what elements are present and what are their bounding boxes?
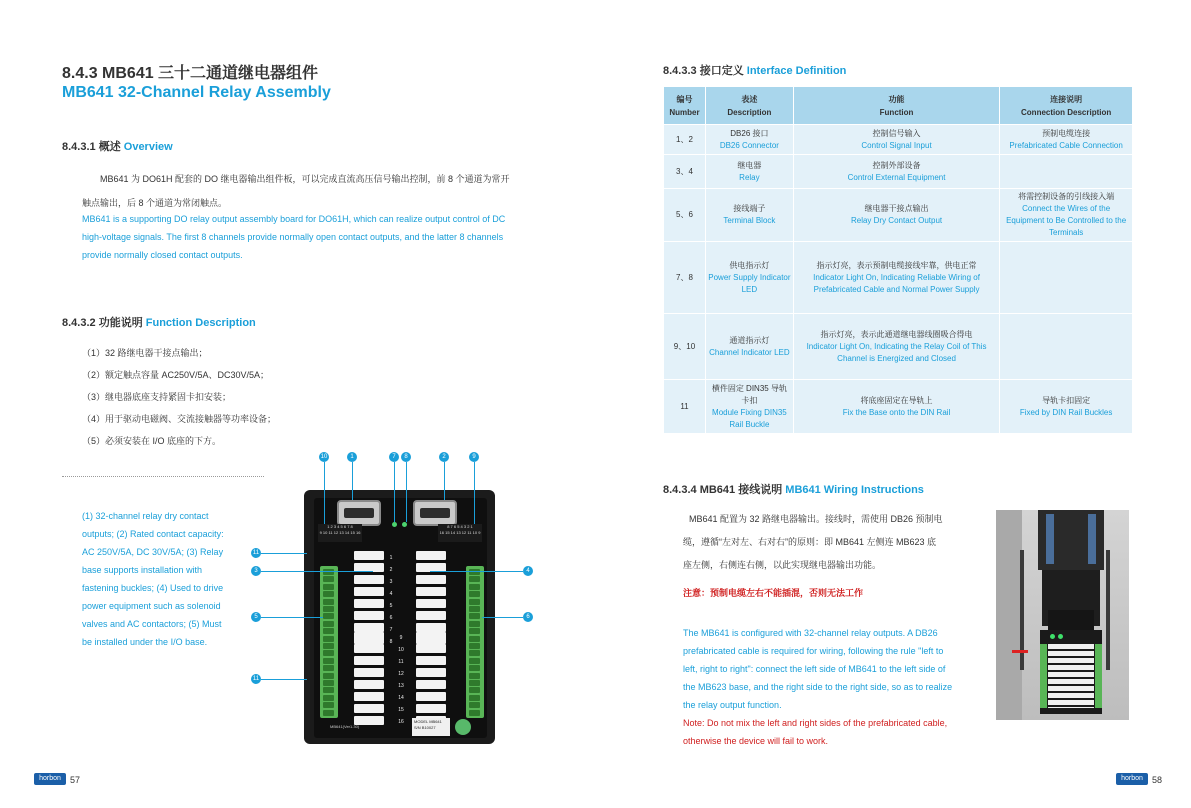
overview-heading-cn: 8.4.3.1 概述 bbox=[62, 141, 121, 153]
cell-function bbox=[793, 314, 999, 380]
relay bbox=[416, 644, 446, 653]
relay bbox=[416, 668, 446, 677]
cell-function bbox=[793, 242, 999, 314]
relay bbox=[354, 632, 384, 641]
relay bbox=[416, 632, 446, 641]
relay-number: 3 bbox=[389, 579, 393, 585]
relay bbox=[416, 551, 446, 560]
cell-description-en: Terminal Block bbox=[723, 216, 776, 225]
leader-line bbox=[444, 462, 445, 500]
table-header-row bbox=[664, 87, 1133, 125]
relay bbox=[416, 692, 446, 701]
relay bbox=[354, 575, 384, 584]
wiring-paragraph-en: The MB641 is configured with 32-channel relay outputs. A DB26 prefabricated cable is required for wiring, following the rule "left to left, right to right": connect the left side of MB641 to the left side of the MB623 base, and the right side to the right side, so as to realize the relay output function. bbox=[683, 628, 953, 710]
relay bbox=[354, 680, 384, 689]
header-number: 编号 Number bbox=[664, 87, 706, 125]
function-heading-cn: 8.4.3.2 功能说明 bbox=[62, 317, 143, 329]
function-item: （5）必须安装在 I/O 底座的下方。 bbox=[82, 436, 222, 446]
callout-3: 3 bbox=[251, 566, 261, 576]
terminal-screw bbox=[469, 687, 480, 693]
terminal-screw bbox=[323, 680, 334, 686]
callout-11-bottom: 11 bbox=[252, 676, 260, 682]
leader-line bbox=[261, 617, 323, 618]
relay-number: 2 bbox=[389, 567, 393, 573]
function-item: （1）32 路继电器干接点输出； bbox=[82, 348, 208, 358]
relay bbox=[416, 704, 446, 713]
relay bbox=[354, 623, 384, 632]
function-list-cn bbox=[82, 342, 276, 452]
cell-connection-en: Prefabricated Cable Connection bbox=[1009, 140, 1123, 150]
overview-paragraph-en: MB641 is a supporting DO relay output assembly board for DO61H, which can realize output control of DC high-voltage signals. The first 8 channels provide normally open contact outputs, and the latter 8 channels provide normally closed contact outputs. bbox=[82, 214, 506, 260]
cell-function-cn: 继电器干接点输出 bbox=[864, 204, 929, 213]
model-plate-sn: S/N B10027 bbox=[414, 725, 436, 730]
terminal-screw bbox=[469, 695, 480, 701]
leader-line bbox=[261, 679, 307, 680]
terminal-screw bbox=[469, 606, 480, 612]
relay-number: 13 bbox=[398, 683, 404, 689]
relay bbox=[416, 575, 446, 584]
interface-heading-en: Interface Definition bbox=[746, 65, 847, 77]
cell-connection bbox=[1000, 242, 1133, 314]
leader-line bbox=[406, 462, 407, 522]
callout-8: 8 bbox=[401, 452, 411, 462]
relay-number: 6 bbox=[389, 615, 393, 621]
leader-line bbox=[261, 571, 373, 572]
cell-function bbox=[793, 155, 999, 189]
terminal-screw bbox=[323, 636, 334, 642]
cell-function-en: Fix the Base onto the DIN Rail bbox=[842, 407, 951, 417]
relay-column-right-bottom bbox=[416, 632, 446, 728]
section-title-cn: 8.4.3 MB641 三十二通道继电器组件 bbox=[62, 65, 319, 82]
function-item: （4）用于驱动电磁阀、交流接触器等功率设备； bbox=[82, 414, 277, 424]
terminal-screw bbox=[469, 569, 480, 575]
terminal-screw bbox=[323, 591, 334, 597]
cell-function-cn: 指示灯亮，表示预制电缆接线牢靠，供电正常 bbox=[816, 260, 977, 270]
callout-2: 2 bbox=[439, 452, 449, 462]
terminal-screw bbox=[469, 643, 480, 649]
cell-number: 7、8 bbox=[664, 242, 706, 314]
relay bbox=[354, 704, 384, 713]
terminal-screw bbox=[323, 673, 334, 679]
relay-number-column-right bbox=[397, 632, 405, 728]
db26-connector-right bbox=[413, 500, 457, 526]
terminal-screw bbox=[469, 665, 480, 671]
terminal-screw bbox=[469, 621, 480, 627]
terminal-screw bbox=[323, 702, 334, 708]
page-number-right: 58 bbox=[1152, 775, 1163, 785]
terminal-screw bbox=[469, 650, 480, 656]
cell-description-cn: 供电指示灯 bbox=[729, 260, 770, 270]
relay-column-left-bottom bbox=[354, 632, 384, 728]
header-description: 表述 Description bbox=[705, 87, 793, 125]
terminal-screw bbox=[323, 599, 334, 605]
header-function: 功能 Function bbox=[793, 87, 999, 125]
terminal-screw bbox=[469, 673, 480, 679]
terminal-block-left bbox=[320, 566, 338, 718]
terminal-screw bbox=[323, 576, 334, 582]
leader-line bbox=[394, 462, 395, 522]
relay-number: 15 bbox=[398, 707, 404, 713]
relay bbox=[354, 551, 384, 560]
cell-connection-cn: 导轨卡扣固定 bbox=[1042, 395, 1091, 405]
leader-line bbox=[430, 571, 523, 572]
relay-number: 8 bbox=[389, 639, 393, 645]
terminal-screw bbox=[323, 621, 334, 627]
cell-description bbox=[705, 189, 793, 242]
terminal-screw bbox=[323, 584, 334, 590]
cell-function-cn: 将底座固定在导轨上 bbox=[860, 395, 933, 405]
cell-function-en: Relay Dry Contact Output bbox=[850, 216, 943, 225]
terminal-block-right bbox=[466, 566, 484, 718]
cell-description-cn: DB26 接口 bbox=[730, 128, 769, 138]
callout-5: 5 bbox=[251, 612, 261, 622]
cell-connection-cn: 预制电缆连接 bbox=[1042, 128, 1091, 138]
table-row bbox=[664, 189, 1133, 242]
relay bbox=[354, 587, 384, 596]
table-row bbox=[664, 125, 1133, 155]
terminal-screw bbox=[469, 710, 480, 716]
relay-number: 5 bbox=[389, 603, 393, 609]
leader-line bbox=[261, 553, 307, 554]
cell-description bbox=[705, 155, 793, 189]
callout-1: 1 bbox=[347, 452, 357, 462]
terminal-screw bbox=[469, 702, 480, 708]
model-plate-model: MODEL MB641 bbox=[414, 719, 442, 724]
cell-description-en: Channel Indicator LED bbox=[709, 347, 790, 357]
relay bbox=[354, 656, 384, 665]
power-led-right bbox=[402, 522, 407, 527]
relay-number: 9 bbox=[399, 635, 403, 641]
cell-connection bbox=[1000, 314, 1133, 380]
header-connection: 连接说明 Connection Description bbox=[1000, 87, 1133, 125]
terminal-screw bbox=[323, 606, 334, 612]
terminal-screw bbox=[469, 658, 480, 664]
terminal-screw bbox=[323, 650, 334, 656]
table-row bbox=[664, 242, 1133, 314]
cell-function bbox=[793, 125, 999, 155]
terminal-screw bbox=[469, 591, 480, 597]
interface-table bbox=[663, 86, 1133, 434]
cell-function-en: Control External Equipment bbox=[847, 172, 946, 182]
terminal-screw bbox=[469, 628, 480, 634]
callout-10: 10 bbox=[320, 454, 328, 460]
page-number-left: 57 bbox=[70, 775, 81, 785]
power-led-left bbox=[392, 522, 397, 527]
overview-heading-en: Overview bbox=[123, 141, 173, 153]
relay bbox=[416, 680, 446, 689]
callout-9: 9 bbox=[469, 452, 479, 462]
leader-line bbox=[474, 462, 475, 524]
cell-connection bbox=[1000, 380, 1133, 434]
relay-number-column-left bbox=[387, 552, 395, 648]
cell-connection-en: Fixed by DIN Rail Buckles bbox=[1019, 407, 1113, 417]
wiring-heading-cn: 8.4.3.4 MB641 接线说明 bbox=[663, 484, 783, 496]
relay bbox=[416, 623, 446, 632]
function-item: （3）继电器底座支持紧固卡扣安装； bbox=[82, 392, 232, 402]
cell-description bbox=[705, 125, 793, 155]
terminal-screw bbox=[469, 599, 480, 605]
cell-description-en: Power Supply Indicator LED bbox=[708, 272, 791, 294]
terminal-screw bbox=[469, 613, 480, 619]
table-row bbox=[664, 155, 1133, 189]
cell-description-en: Relay bbox=[739, 172, 760, 182]
pin-number-strip-right: 8 7 6 5 4 3 2 1 16 15 14 13 12 11 10 9 bbox=[438, 524, 482, 542]
cell-connection bbox=[1000, 125, 1133, 155]
installation-photo bbox=[996, 510, 1129, 720]
cell-function-en: Indicator Light On, Indicating Reliable Wiring of Prefabricated Cable and Normal Power Supply bbox=[813, 272, 980, 294]
relay-number: 4 bbox=[389, 591, 393, 597]
callout-4: 4 bbox=[523, 566, 533, 576]
cell-description-en: DB26 Connector bbox=[719, 140, 779, 150]
relay bbox=[354, 668, 384, 677]
horbon-logo: horbon bbox=[1116, 773, 1148, 785]
cell-description bbox=[705, 380, 793, 434]
cell-connection-cn: 将需控制设备的引线接入端 bbox=[1018, 192, 1115, 201]
wiring-heading bbox=[663, 481, 924, 497]
terminal-screw bbox=[323, 665, 334, 671]
model-plate bbox=[412, 718, 450, 736]
cell-description-cn: 接线端子 bbox=[733, 204, 766, 213]
terminal-screw bbox=[469, 576, 480, 582]
relay bbox=[354, 599, 384, 608]
cell-description-cn: 通道指示灯 bbox=[729, 335, 770, 345]
relay-number: 11 bbox=[398, 659, 404, 665]
terminal-screw bbox=[469, 636, 480, 642]
terminal-screw bbox=[469, 584, 480, 590]
relay bbox=[416, 611, 446, 620]
function-item: （2）额定触点容量 AC250V/5A、DC30V/5A； bbox=[82, 370, 270, 380]
wiring-warning-cn: 注意：预制电缆左右不能插混，否则无法工作 bbox=[683, 588, 864, 598]
leader-line bbox=[352, 462, 353, 500]
dotted-divider bbox=[62, 476, 264, 477]
relay bbox=[416, 599, 446, 608]
terminal-screw bbox=[323, 687, 334, 693]
cell-number: 11 bbox=[664, 380, 706, 434]
board-version-label: MB641(Ver1.30) bbox=[330, 724, 360, 729]
relay bbox=[416, 587, 446, 596]
cell-number: 3、4 bbox=[664, 155, 706, 189]
horbon-logo: horbon bbox=[34, 773, 66, 785]
terminal-screw bbox=[323, 613, 334, 619]
cell-description-cn: 横件固定 DIN35 导轨卡扣 bbox=[711, 383, 787, 405]
cell-description bbox=[705, 242, 793, 314]
pin-number-strip-left: 1 2 3 4 5 6 7 8 9 10 11 12 13 14 15 16 bbox=[318, 524, 362, 542]
relay bbox=[354, 692, 384, 701]
relay-number: 12 bbox=[398, 671, 404, 677]
terminal-screw bbox=[323, 643, 334, 649]
cell-connection bbox=[1000, 189, 1133, 242]
certification-badge bbox=[455, 719, 471, 735]
terminal-screw bbox=[323, 628, 334, 634]
relay-number: 16 bbox=[398, 719, 404, 725]
interface-heading-cn: 8.4.3.3 接口定义 bbox=[663, 65, 744, 77]
wiring-heading-en: MB641 Wiring Instructions bbox=[785, 484, 924, 496]
relay-number: 1 bbox=[389, 555, 393, 561]
interface-heading bbox=[663, 62, 846, 78]
cell-function-cn: 控制信号输入 bbox=[872, 128, 921, 138]
table-row bbox=[664, 314, 1133, 380]
function-list-en: (1) 32-channel relay dry contact outputs; (2) Rated contact capacity: AC 250V/5A, DC 30V/5A; (3) Relay base supports installation with fastening buckles; (4) Used to drive power equipment such as solenoid valves and AC contactors; (5) Must be installed under the I/O base. bbox=[82, 511, 224, 647]
wiring-paragraph-cn: MB641 配置为 32 路继电器输出。接线时，需使用 DB26 预制电缆，遵循“左对左、右对右”的原则：即 MB641 左侧连 MB623 底座左侧，右侧连右侧，以此实现继电器输出功能。 bbox=[683, 514, 943, 570]
db26-connector-left bbox=[337, 500, 381, 526]
leader-line bbox=[324, 462, 325, 524]
cell-function bbox=[793, 189, 999, 242]
relay-number: 14 bbox=[398, 695, 404, 701]
cell-function bbox=[793, 380, 999, 434]
cell-function-cn: 指示灯亮，表示此通道继电器线圈吸合得电 bbox=[820, 329, 973, 339]
cell-number: 9、10 bbox=[664, 314, 706, 380]
terminal-screw bbox=[323, 569, 334, 575]
cell-connection-en: Connect the Wires of the Equipment to Be Controlled to the Terminals bbox=[1006, 204, 1127, 237]
terminal-screw bbox=[323, 710, 334, 716]
callout-6: 6 bbox=[523, 612, 533, 622]
cell-description-en: Module Fixing DIN35 Rail Buckle bbox=[712, 407, 787, 429]
cell-function-en: Control Signal Input bbox=[861, 140, 932, 150]
relay bbox=[354, 611, 384, 620]
cell-number: 1、2 bbox=[664, 125, 706, 155]
cell-number: 5、6 bbox=[664, 189, 706, 242]
relay bbox=[416, 656, 446, 665]
cell-connection bbox=[1000, 155, 1133, 189]
section-title-en: MB641 32-Channel Relay Assembly bbox=[62, 84, 331, 101]
relay bbox=[354, 644, 384, 653]
table-row bbox=[664, 380, 1133, 434]
function-heading-en: Function Description bbox=[145, 317, 256, 329]
cell-description-cn: 继电器 bbox=[737, 160, 762, 170]
leader-line bbox=[482, 617, 523, 618]
wiring-warning-en: Note: Do not mix the left and right sides of the prefabricated cable, otherwise the device will fail to work. bbox=[683, 718, 948, 746]
terminal-screw bbox=[469, 680, 480, 686]
cell-description bbox=[705, 314, 793, 380]
callout-11-top: 11 bbox=[252, 550, 260, 556]
cell-function-cn: 控制外部设备 bbox=[872, 160, 921, 170]
callout-7: 7 bbox=[389, 452, 399, 462]
function-heading bbox=[62, 314, 256, 330]
relay-number: 7 bbox=[389, 627, 393, 633]
relay-number: 10 bbox=[398, 647, 404, 653]
terminal-screw bbox=[323, 658, 334, 664]
terminal-screw bbox=[323, 695, 334, 701]
overview-heading bbox=[62, 138, 173, 154]
cell-function-en: Indicator Light On, Indicating the Relay Coil of This Channel is Energized and Closed bbox=[806, 341, 987, 363]
overview-paragraph-cn: MB641 为 DO61H 配套的 DO 继电器输出组件板，可以完成直流高压信号输出控制，前 8 个通道为常开触点输出，后 8 个通道为常闭触点。 bbox=[82, 174, 510, 208]
